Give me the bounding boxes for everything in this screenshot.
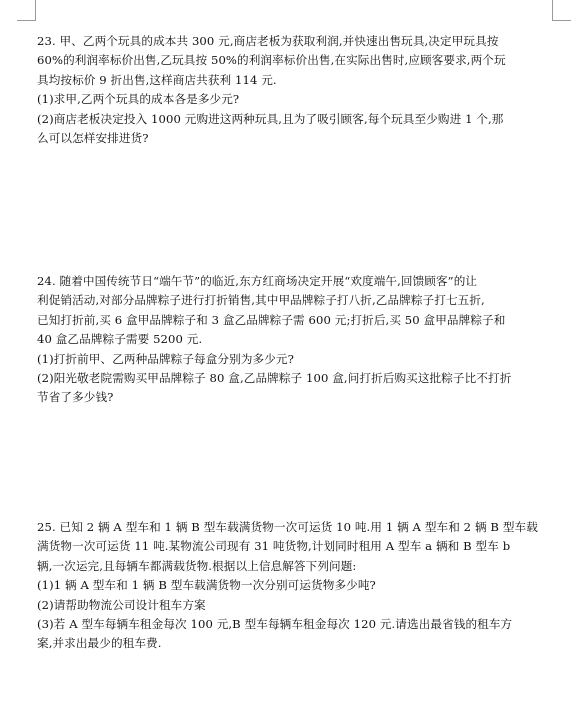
problem-text-line: 23. 甲、乙两个玩具的成本共 300 元,商店老板为获取利润,并快速出售玩具,决定甲玩具按 — [37, 34, 499, 48]
problem-text-line: 40 盒乙品牌粽子需要 5200 元. — [37, 332, 203, 347]
problem-text-line: 满货物一次可运货 11 吨.某物流公司现有 31 吨货物,计划同时租用 A 型车 a 辆和 B 型车 b — [37, 539, 511, 554]
sub-question-1: (1)打折前甲、乙两种品牌粽子每盒分别为多少元? — [37, 351, 294, 366]
problem-25 — [37, 518, 552, 654]
crop-mark-right-vertical — [552, 0, 553, 20]
problem-24 — [37, 272, 552, 408]
crop-mark-right-horizontal — [552, 20, 571, 21]
problem-text-line: 60%的利润率标价出售,乙玩具按 50%的利润率标价出售,在实际出售时,应顾客要求,两个玩 — [37, 53, 506, 68]
crop-mark-left-horizontal — [17, 20, 36, 21]
problem-text-line: 已知打折前,买 6 盒甲品牌粽子和 3 盒乙品牌粽子需 600 元;打折后,买 50 盒甲品牌粽子和 — [37, 312, 506, 327]
problem-23 — [37, 32, 552, 148]
sub-question-2: (2)商店老板决定投入 1000 元购进这两种玩具,且为了吸引顾客,每个玩具至少购进 1 个,那 — [37, 111, 504, 126]
problem-text-line: 利促销活动,对部分品牌粽子进行打折销售,其中甲品牌粽子打八折,乙品牌粽子打七五折, — [37, 293, 485, 308]
sub-question-3-continued: 案,并求出最少的租车费. — [37, 636, 162, 651]
sub-question-2: (2)阳光敬老院需购买甲品牌粽子 80 盒,乙品牌粽子 100 盒,问打折后购买这批粽子比不打折 — [37, 371, 512, 386]
sub-question-2: (2)请帮助物流公司设计租车方案 — [37, 597, 206, 612]
problem-text-line: 25. 已知 2 辆 A 型车和 1 辆 B 型车载满货物一次可运货 10 吨.用 1 辆 A 型车和 2 辆 B 型车载 — [37, 520, 538, 534]
crop-mark-left-vertical — [35, 0, 36, 20]
problem-text-line: 24. 随着中国传统节日“端午节”的临近,东方红商场决定开展“欢度端午,回馈顾客”的让 — [37, 274, 478, 288]
problem-text-line: 辆,一次运完,且每辆车都满载货物.根据以上信息解答下列问题: — [37, 558, 357, 573]
sub-question-1: (1)1 辆 A 型车和 1 辆 B 型车载满货物一次分别可运货物多少吨? — [37, 578, 376, 593]
sub-question-2-continued: 么可以怎样安排进货? — [37, 131, 149, 146]
sub-question-2-continued: 节省了多少钱? — [37, 390, 114, 405]
problem-text-line: 具均按标价 9 折出售,这样商店共获利 114 元. — [37, 72, 277, 87]
sub-question-1: (1)求甲,乙两个玩具的成本各是多少元? — [37, 92, 240, 107]
sub-question-3: (3)若 A 型车每辆车租金每次 100 元,B 型车每辆车租金每次 120 元.请选出最省钱的租车方 — [37, 617, 513, 632]
